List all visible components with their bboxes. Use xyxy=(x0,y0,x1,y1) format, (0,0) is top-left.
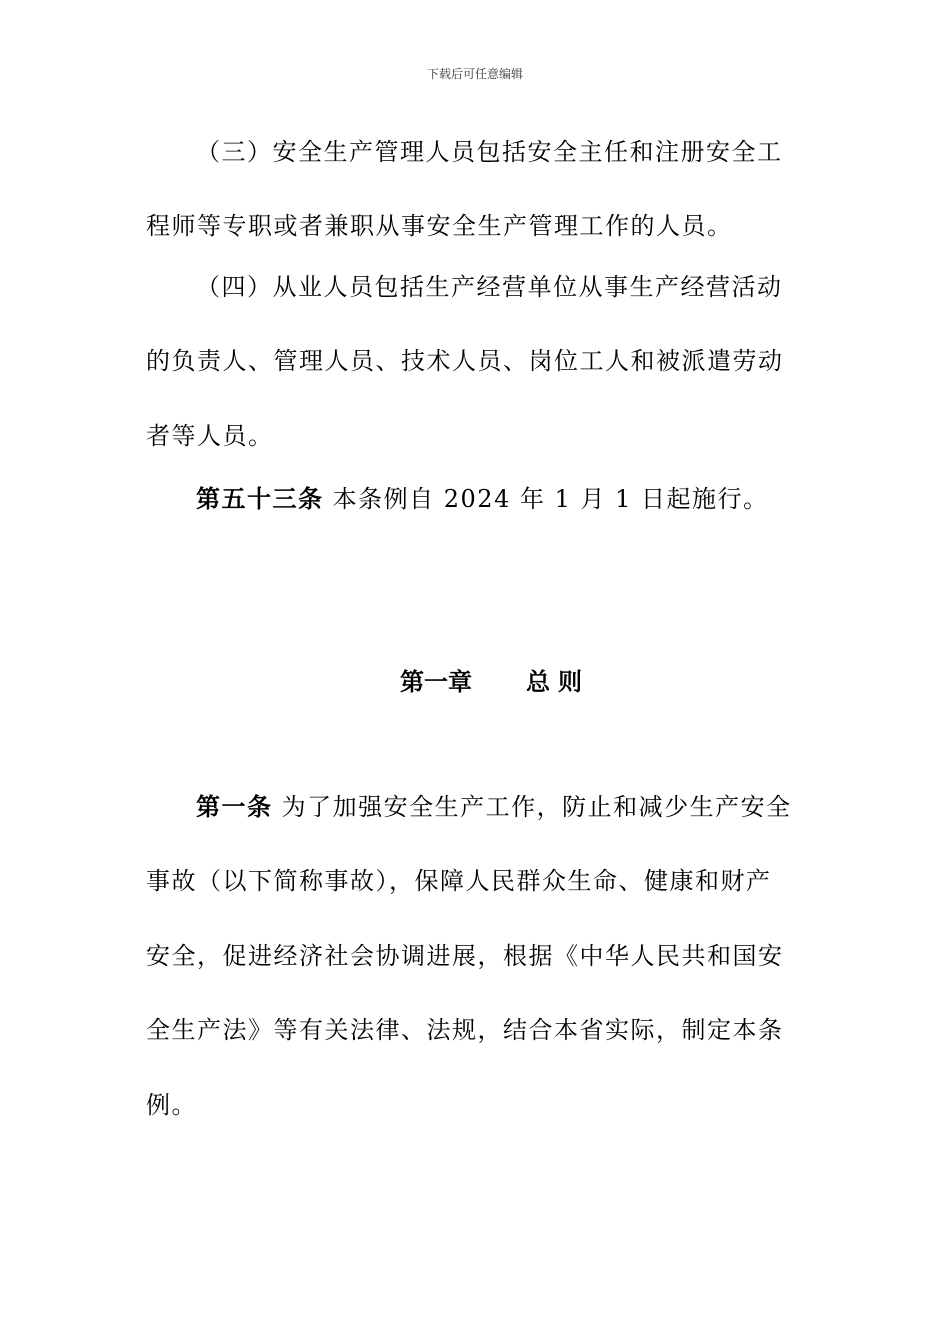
article-1-text: 为了加强安全生产工作，防止和减少生产安全 xyxy=(272,793,792,821)
article-53 xyxy=(196,484,769,514)
item-3-line-1: （三）安全生产管理人员包括安全主任和注册安全工 xyxy=(196,138,783,166)
article-1-line-3: 安全，促进经济社会协调进展，根据《中华人民共和国安 xyxy=(146,942,784,970)
article-1-line-2: 事故（以下简称事故），保障人民群众生命、健康和财产 xyxy=(146,867,772,895)
article-53-text: 本条例自 2024 年 1 月 1 日起施行。 xyxy=(323,485,769,513)
item-3-line-2: 程师等专职或者兼职从事安全生产管理工作的人员。 xyxy=(146,212,733,240)
article-1-label: 第一条 xyxy=(196,792,273,821)
article-1-line-5: 例。 xyxy=(146,1091,197,1119)
article-1-line-1 xyxy=(196,792,792,822)
article-1-line-4: 全生产法》等有关法律、法规，结合本省实际，制定本条 xyxy=(146,1016,784,1044)
chapter-heading xyxy=(400,667,590,697)
item-4-line-1: （四）从业人员包括生产经营单位从事生产经营活动 xyxy=(196,273,783,301)
item-4-line-2: 的负责人、管理人员、技术人员、岗位工人和被派遣劳动 xyxy=(146,347,784,375)
chapter-number: 第一章 xyxy=(400,667,472,696)
header-note: 下载后可任意编辑 xyxy=(426,67,523,81)
chapter-title: 总则 xyxy=(526,667,590,696)
item-4-line-3: 者等人员。 xyxy=(146,422,274,450)
article-53-label: 第五十三条 xyxy=(196,484,324,513)
